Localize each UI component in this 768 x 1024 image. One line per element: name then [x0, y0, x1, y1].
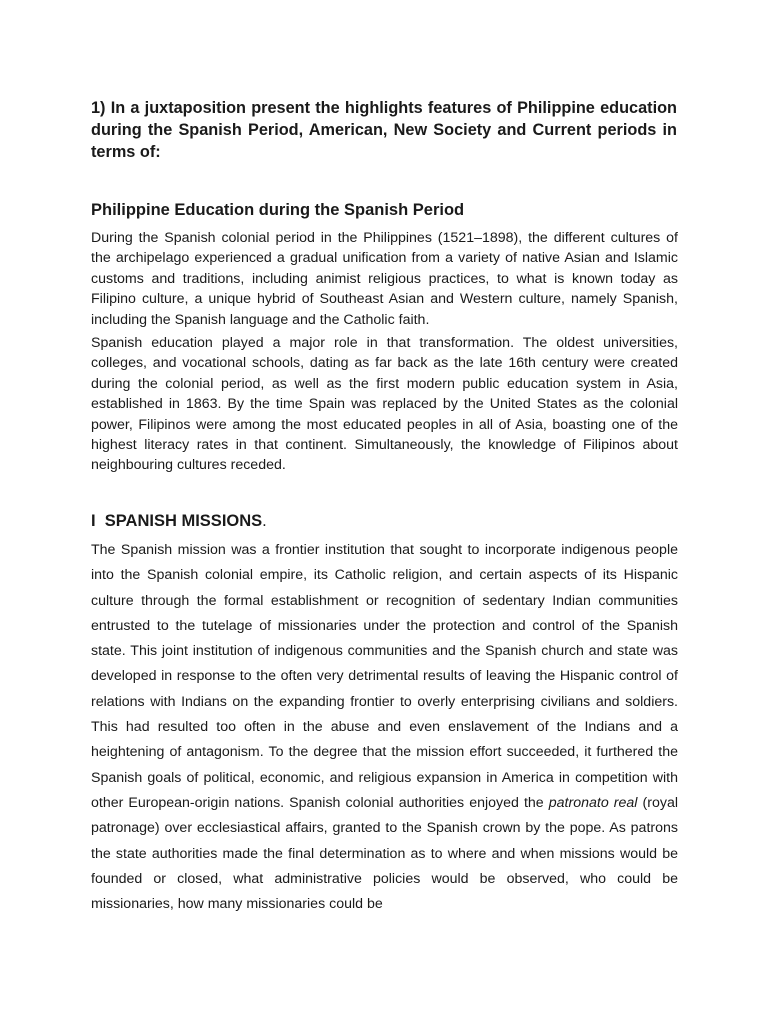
- section-heading: Philippine Education during the Spanish Period: [91, 201, 465, 219]
- missions-heading: [91, 510, 267, 532]
- paragraph-colonial-period: During the Spanish colonial period in the Philippines (1521–1898), the different cultures of the archipelago experienced a gradual unification from a variety of native Asian and Islamic customs and traditions, including animist religious practices, to what is known today as Filipino culture, a unique hybrid of Southeast Asian and Western culture, namely Spanish, including the Spanish language and the Catholic faith.: [91, 230, 678, 328]
- question-title: 1) In a juxtaposition present the highlights features of Philippine education during the Spanish Period, American, New Society and Current periods in terms of:: [91, 99, 677, 161]
- paragraph-spanish-missions: [91, 538, 678, 917]
- missions-text-italic: patronato real: [548, 794, 638, 811]
- missions-heading-title: SPANISH MISSIONS: [104, 512, 263, 530]
- missions-text-part-2: (royal patronage) over ecclesiastical affairs, granted to the Spanish crown by the pope. As patrons the state authorities made the final determination as to where and when missions would be founded or closed, what administrative policies would be observed, who could be missionaries, how many missionaries could be: [91, 794, 678, 913]
- missions-heading-period: .: [262, 512, 267, 530]
- paragraph-spanish-education: Spanish education played a major role in that transformation. The oldest universities, colleges, and vocational schools, dating as far back as the late 16th century were created during the colonial period, as well as the first modern public education system in Asia, established in 1863. By the time Spain was replaced by the United States as the colonial power, Filipinos were among the most educated peoples in all of Asia, boasting one of the highest literacy rates in that continent. Simultaneously, the knowledge of Filipinos about neighbouring cultures receded.: [91, 335, 678, 474]
- missions-heading-number: I: [91, 512, 96, 530]
- missions-text-part-1: The Spanish mission was a frontier institution that sought to incorporate indigenous people into the Spanish colonial empire, its Catholic religion, and certain aspects of its Hispanic culture through the formal establishment or recognition of sedentary Indian communities entrusted to the tutelage of missionaries under the protection and control of the Spanish state. This joint institution of indigenous communities and the Spanish church and state was developed in response to the often very detrimental results of leaving the Hispanic control of relations with Indians on the expanding frontier to overly enterprising civilians and soldiers. This had resulted too often in the abuse and even enslavement of the Indians and a heightening of antagonism. To the degree that the mission effort succeeded, it furthered the Spanish goals of political, economic, and religious expansion in America in competition with other European-origin nations. Spanish colonial authorities enjoyed the: [91, 542, 678, 811]
